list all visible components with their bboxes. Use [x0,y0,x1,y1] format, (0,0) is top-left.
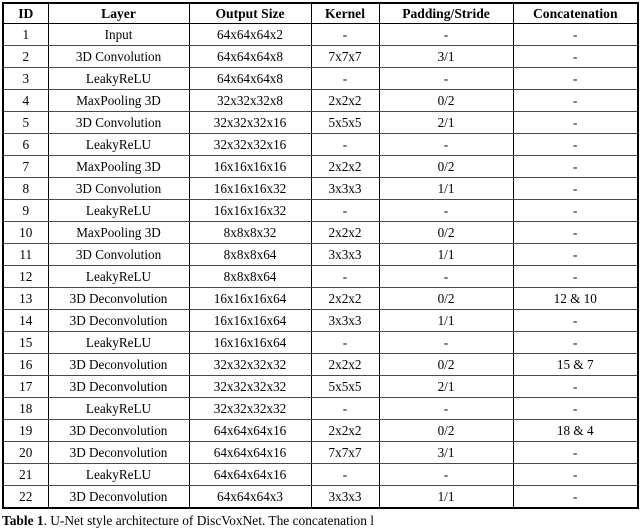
table-header-row [3,3,638,24]
table-row [3,244,638,266]
cell-output-size: 64x64x64x3 [189,486,311,509]
cell-kernel: 5x5x5 [311,376,379,398]
table-row [3,156,638,178]
cell-id: 21 [3,464,48,486]
cell-id: 12 [3,266,48,288]
cell-padding-stride: 3/1 [379,442,513,464]
cell-id: 16 [3,354,48,376]
cell-padding-stride: - [379,398,513,420]
cell-padding-stride: - [379,24,513,46]
cell-concatenation: - [513,156,638,178]
cell-padding-stride: - [379,464,513,486]
cell-padding-stride: - [379,68,513,90]
cell-concatenation: - [513,310,638,332]
cell-padding-stride: 0/2 [379,354,513,376]
architecture-table [2,2,639,509]
cell-id: 17 [3,376,48,398]
cell-layer: LeakyReLU [48,398,189,420]
cell-layer: Input [48,24,189,46]
table-row [3,68,638,90]
cell-output-size: 64x64x64x8 [189,68,311,90]
cell-layer: 3D Deconvolution [48,288,189,310]
cell-layer: 3D Deconvolution [48,442,189,464]
cell-output-size: 32x32x32x8 [189,90,311,112]
cell-layer: LeakyReLU [48,266,189,288]
column-header-layer: Layer [48,3,189,24]
cell-id: 5 [3,112,48,134]
cell-concatenation: - [513,178,638,200]
cell-layer: MaxPooling 3D [48,222,189,244]
cell-kernel: - [311,134,379,156]
column-header-output-size: Output Size [189,3,311,24]
cell-id: 22 [3,486,48,509]
cell-output-size: 8x8x8x32 [189,222,311,244]
caption-text: . U-Net style architecture of DiscVoxNet. The concatenation l [43,513,374,528]
cell-layer: 3D Deconvolution [48,354,189,376]
table-row [3,222,638,244]
cell-padding-stride: - [379,332,513,354]
cell-padding-stride: 1/1 [379,486,513,509]
cell-kernel: 2x2x2 [311,156,379,178]
cell-kernel: 2x2x2 [311,420,379,442]
cell-kernel: - [311,464,379,486]
cell-padding-stride: 2/1 [379,376,513,398]
cell-output-size: 32x32x32x32 [189,376,311,398]
cell-output-size: 32x32x32x16 [189,134,311,156]
cell-layer: LeakyReLU [48,464,189,486]
cell-output-size: 16x16x16x16 [189,156,311,178]
cell-id: 6 [3,134,48,156]
cell-output-size: 16x16x16x64 [189,310,311,332]
cell-id: 19 [3,420,48,442]
cell-concatenation: - [513,134,638,156]
cell-output-size: 16x16x16x32 [189,178,311,200]
cell-output-size: 16x16x16x64 [189,288,311,310]
cell-concatenation: - [513,442,638,464]
cell-concatenation: 18 & 4 [513,420,638,442]
table-row [3,90,638,112]
cell-output-size: 32x32x32x32 [189,354,311,376]
cell-padding-stride: - [379,200,513,222]
table-row [3,266,638,288]
architecture-table-container [2,2,637,509]
cell-padding-stride: 1/1 [379,244,513,266]
cell-kernel: - [311,332,379,354]
cell-output-size: 32x32x32x16 [189,112,311,134]
cell-layer: 3D Deconvolution [48,420,189,442]
cell-padding-stride: 0/2 [379,90,513,112]
cell-output-size: 64x64x64x8 [189,46,311,68]
cell-concatenation: - [513,68,638,90]
table-row [3,354,638,376]
cell-layer: LeakyReLU [48,68,189,90]
table-row [3,486,638,509]
cell-kernel: 7x7x7 [311,442,379,464]
table-row [3,46,638,68]
cell-output-size: 16x16x16x32 [189,200,311,222]
table-row [3,178,638,200]
cell-id: 18 [3,398,48,420]
cell-concatenation: - [513,90,638,112]
column-header-kernel: Kernel [311,3,379,24]
cell-kernel: 7x7x7 [311,46,379,68]
cell-output-size: 64x64x64x16 [189,442,311,464]
cell-id: 2 [3,46,48,68]
caption-label: Table 1 [2,513,44,528]
cell-kernel: 2x2x2 [311,222,379,244]
cell-concatenation: 15 & 7 [513,354,638,376]
cell-padding-stride: 0/2 [379,288,513,310]
cell-id: 8 [3,178,48,200]
cell-padding-stride: 3/1 [379,46,513,68]
cell-output-size: 64x64x64x16 [189,420,311,442]
cell-layer: 3D Deconvolution [48,376,189,398]
cell-padding-stride: - [379,266,513,288]
cell-id: 11 [3,244,48,266]
cell-padding-stride: - [379,134,513,156]
cell-id: 4 [3,90,48,112]
cell-concatenation: - [513,112,638,134]
cell-id: 10 [3,222,48,244]
cell-layer: MaxPooling 3D [48,90,189,112]
cell-padding-stride: 1/1 [379,310,513,332]
cell-layer: LeakyReLU [48,134,189,156]
cell-kernel: - [311,68,379,90]
cell-id: 9 [3,200,48,222]
cell-kernel: 2x2x2 [311,354,379,376]
table-row [3,376,638,398]
cell-kernel: - [311,398,379,420]
cell-layer: LeakyReLU [48,200,189,222]
cell-id: 15 [3,332,48,354]
cell-kernel: 2x2x2 [311,90,379,112]
cell-output-size: 16x16x16x64 [189,332,311,354]
cell-id: 13 [3,288,48,310]
table-body [3,24,638,509]
cell-output-size: 8x8x8x64 [189,266,311,288]
cell-layer: 3D Convolution [48,112,189,134]
cell-layer: 3D Convolution [48,46,189,68]
cell-kernel: 5x5x5 [311,112,379,134]
cell-id: 14 [3,310,48,332]
cell-concatenation: 12 & 10 [513,288,638,310]
cell-kernel: - [311,24,379,46]
cell-layer: 3D Convolution [48,178,189,200]
cell-concatenation: - [513,244,638,266]
cell-kernel: 3x3x3 [311,486,379,509]
cell-padding-stride: 2/1 [379,112,513,134]
cell-concatenation: - [513,398,638,420]
table-row [3,464,638,486]
cell-padding-stride: 0/2 [379,420,513,442]
cell-kernel: 3x3x3 [311,310,379,332]
cell-concatenation: - [513,24,638,46]
cell-padding-stride: 0/2 [379,222,513,244]
table-row [3,332,638,354]
table-row [3,24,638,46]
cell-concatenation: - [513,222,638,244]
table-row [3,112,638,134]
cell-output-size: 32x32x32x32 [189,398,311,420]
cell-id: 7 [3,156,48,178]
cell-kernel: 3x3x3 [311,244,379,266]
cell-concatenation: - [513,486,638,509]
cell-padding-stride: 0/2 [379,156,513,178]
cell-output-size: 64x64x64x16 [189,464,311,486]
cell-layer: 3D Convolution [48,244,189,266]
cell-id: 3 [3,68,48,90]
cell-kernel: - [311,266,379,288]
table-header [3,3,638,24]
cell-concatenation: - [513,200,638,222]
table-row [3,420,638,442]
cell-padding-stride: 1/1 [379,178,513,200]
cell-layer: 3D Deconvolution [48,310,189,332]
cell-layer: 3D Deconvolution [48,486,189,509]
cell-concatenation: - [513,464,638,486]
cell-id: 1 [3,24,48,46]
cell-kernel: - [311,200,379,222]
cell-layer: MaxPooling 3D [48,156,189,178]
cell-concatenation: - [513,266,638,288]
table-row [3,398,638,420]
table-row [3,288,638,310]
table-row [3,134,638,156]
cell-kernel: 3x3x3 [311,178,379,200]
cell-kernel: 2x2x2 [311,288,379,310]
cell-output-size: 8x8x8x64 [189,244,311,266]
table-row [3,310,638,332]
cell-id: 20 [3,442,48,464]
cell-concatenation: - [513,46,638,68]
table-caption [2,513,638,529]
column-header-padding-stride: Padding/Stride [379,3,513,24]
table-row [3,442,638,464]
table-row [3,200,638,222]
column-header-concatenation: Concatenation [513,3,638,24]
cell-layer: LeakyReLU [48,332,189,354]
cell-concatenation: - [513,376,638,398]
cell-output-size: 64x64x64x2 [189,24,311,46]
cell-concatenation: - [513,332,638,354]
column-header-id: ID [3,3,48,24]
